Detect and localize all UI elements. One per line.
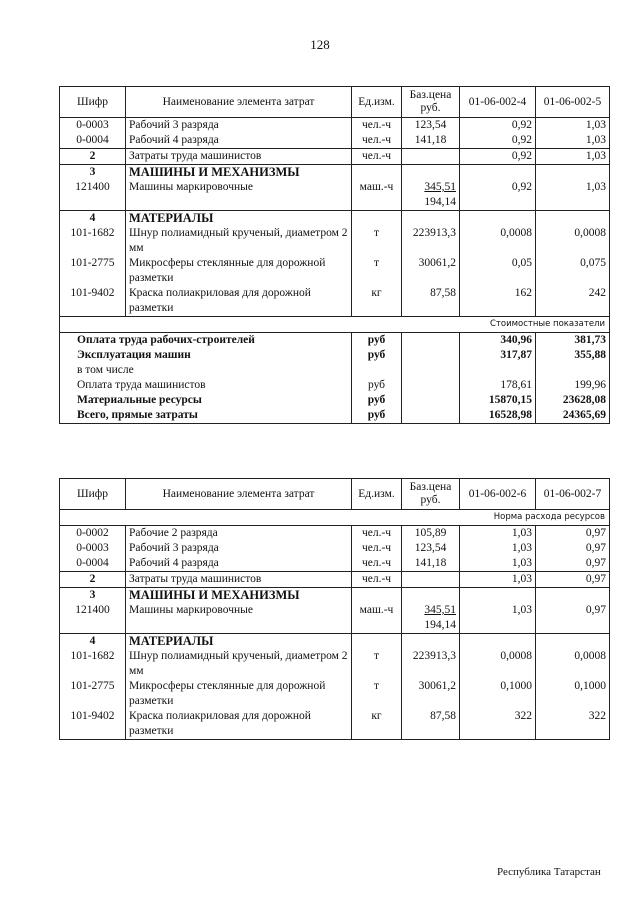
cell-value-b: 0,97 xyxy=(536,556,610,572)
summary-row-total xyxy=(60,408,610,424)
summary-row xyxy=(60,378,610,393)
cell-unit: т xyxy=(352,226,402,256)
cost-indicators-note-row xyxy=(60,317,610,333)
section-code: 4 xyxy=(60,634,126,650)
table-row xyxy=(60,709,610,740)
summary-label: Оплата труда рабочих-строителей xyxy=(60,333,352,349)
cell-name: Рабочий 3 разряда xyxy=(126,118,352,134)
cell-value-b: 1,03 xyxy=(536,180,610,211)
cell-price: 30061,2 xyxy=(402,679,460,709)
cell-unit: чел.-ч xyxy=(352,133,402,149)
cell-price xyxy=(402,603,460,634)
cell-value-b: 0,97 xyxy=(536,541,610,556)
cell-name: Затраты труда машинистов xyxy=(126,572,352,588)
cell-value-b: 0,1000 xyxy=(536,679,610,709)
cell-value-b: 1,03 xyxy=(536,118,610,134)
cell-name: Краска полиакриловая для дорожной разметки xyxy=(126,286,352,317)
cell-value-b: 0,97 xyxy=(536,603,610,634)
cell-value-a: 1,03 xyxy=(460,572,536,588)
cell-unit: т xyxy=(352,679,402,709)
cell-name: Рабочий 4 разряда xyxy=(126,133,352,149)
cell-price: 223913,3 xyxy=(402,649,460,679)
cell-unit: т xyxy=(352,649,402,679)
summary-unit: руб xyxy=(352,408,402,424)
summary-value-a: 317,87 xyxy=(460,348,536,363)
cell-code: 101-1682 xyxy=(60,226,126,256)
cell-value-b: 1,03 xyxy=(536,149,610,165)
summary-unit: руб xyxy=(352,378,402,393)
table-header-row xyxy=(60,479,610,510)
cell-price xyxy=(402,572,460,588)
section-row-machines xyxy=(60,165,610,181)
header-unit: Ед.изм. xyxy=(352,87,402,118)
table-row xyxy=(60,180,610,211)
header-price: Баз.цена руб. xyxy=(402,87,460,118)
section-title: МАШИНЫ И МЕХАНИЗМЫ xyxy=(126,165,352,181)
table-row xyxy=(60,541,610,556)
cell-name: Рабочие 2 разряда xyxy=(126,526,352,542)
section-row-machines xyxy=(60,588,610,604)
table-row xyxy=(60,649,610,679)
page-number: 128 xyxy=(310,37,330,52)
cell-price: 123,54 xyxy=(402,541,460,556)
header-col-b: 01-06-002-7 xyxy=(536,479,610,510)
table-header-row xyxy=(60,87,610,118)
cell-name: Микросферы стеклянные для дорожной разметки xyxy=(126,679,352,709)
cell-unit: чел.-ч xyxy=(352,149,402,165)
summary-value-b: 381,73 xyxy=(536,333,610,349)
table-row-operators xyxy=(60,572,610,588)
summary-row xyxy=(60,363,610,378)
cell-value-b: 322 xyxy=(536,709,610,740)
cell-unit: чел.-ч xyxy=(352,526,402,542)
summary-value-b: 24365,69 xyxy=(536,408,610,424)
cell-code: 0-0004 xyxy=(60,556,126,572)
summary-label: Материальные ресурсы xyxy=(60,393,352,408)
summary-label: в том числе xyxy=(60,363,352,378)
cell-code: 121400 xyxy=(60,180,126,211)
cell-code: 101-9402 xyxy=(60,286,126,317)
cell-value-a: 0,0008 xyxy=(460,226,536,256)
cell-value-a: 0,1000 xyxy=(460,679,536,709)
cell-name: Краска полиакриловая для дорожной разметки xyxy=(126,709,352,740)
table-row xyxy=(60,286,610,317)
cell-unit: т xyxy=(352,256,402,286)
section-row-materials xyxy=(60,634,610,650)
cell-value-b: 0,97 xyxy=(536,526,610,542)
cell-name: Микросферы стеклянные для дорожной разметки xyxy=(126,256,352,286)
cell-code: 101-9402 xyxy=(60,709,126,740)
section-code: 3 xyxy=(60,165,126,181)
price-bottom: 194,14 xyxy=(424,619,456,631)
summary-value-b: 23628,08 xyxy=(536,393,610,408)
table-row xyxy=(60,679,610,709)
section-code: 3 xyxy=(60,588,126,604)
cell-price: 223913,3 xyxy=(402,226,460,256)
cell-value-a: 1,03 xyxy=(460,556,536,572)
cell-unit: чел.-ч xyxy=(352,541,402,556)
summary-unit: руб xyxy=(352,393,402,408)
header-code: Шифр xyxy=(60,479,126,510)
header-name: Наименование элемента затрат xyxy=(126,87,352,118)
summary-unit xyxy=(352,363,402,378)
cell-code: 0-0002 xyxy=(60,526,126,542)
cell-unit: кг xyxy=(352,286,402,317)
summary-label: Эксплуатация машин xyxy=(60,348,352,363)
cell-unit: маш.-ч xyxy=(352,180,402,211)
norm-note: Норма расхода ресурсов xyxy=(60,510,610,526)
cell-name: Машины маркировочные xyxy=(126,603,352,634)
header-col-a: 01-06-002-4 xyxy=(460,87,536,118)
summary-value-a: 178,61 xyxy=(460,378,536,393)
summary-value-b: 199,96 xyxy=(536,378,610,393)
price-top: 345,51 xyxy=(424,604,456,616)
summary-row xyxy=(60,348,610,363)
summary-unit: руб xyxy=(352,333,402,349)
cell-value-b: 0,0008 xyxy=(536,649,610,679)
cell-code: 0-0003 xyxy=(60,118,126,134)
summary-unit: руб xyxy=(352,348,402,363)
cell-value-a: 0,92 xyxy=(460,118,536,134)
cell-value-b: 0,0008 xyxy=(536,226,610,256)
header-col-a: 01-06-002-6 xyxy=(460,479,536,510)
cell-price: 30061,2 xyxy=(402,256,460,286)
section-row-materials xyxy=(60,211,610,227)
cell-value-b: 1,03 xyxy=(536,133,610,149)
cell-price: 87,58 xyxy=(402,286,460,317)
cell-code: 0-0004 xyxy=(60,133,126,149)
cell-price: 87,58 xyxy=(402,709,460,740)
cell-unit: чел.-ч xyxy=(352,556,402,572)
section-code: 4 xyxy=(60,211,126,227)
price-top: 345,51 xyxy=(424,181,456,193)
resource-table-2 xyxy=(59,478,610,740)
summary-value-a xyxy=(460,363,536,378)
cell-price: 141,18 xyxy=(402,556,460,572)
table-row xyxy=(60,226,610,256)
cell-value-b: 0,97 xyxy=(536,572,610,588)
table-row xyxy=(60,256,610,286)
header-price: Баз.цена руб. xyxy=(402,479,460,510)
cell-value-a: 0,92 xyxy=(460,133,536,149)
cell-name: Затраты труда машинистов xyxy=(126,149,352,165)
norm-note-row xyxy=(60,510,610,526)
summary-value-a: 340,96 xyxy=(460,333,536,349)
cell-code: 101-1682 xyxy=(60,649,126,679)
cell-value-a: 0,92 xyxy=(460,180,536,211)
summary-label: Оплата труда машинистов xyxy=(60,378,352,393)
cell-price xyxy=(402,149,460,165)
table-row xyxy=(60,526,610,542)
cell-price xyxy=(402,180,460,211)
cell-name: Рабочий 3 разряда xyxy=(126,541,352,556)
summary-value-a: 16528,98 xyxy=(460,408,536,424)
price-bottom: 194,14 xyxy=(424,196,456,208)
summary-value-a: 15870,15 xyxy=(460,393,536,408)
summary-row xyxy=(60,393,610,408)
table-row-operators xyxy=(60,149,610,165)
cell-name: Рабочий 4 разряда xyxy=(126,556,352,572)
cell-code: 101-2775 xyxy=(60,679,126,709)
cell-name: Шнур полиамидный крученый, диаметром 2 мм xyxy=(126,649,352,679)
cell-price: 141,18 xyxy=(402,133,460,149)
resource-table-1 xyxy=(59,86,610,424)
header-col-b: 01-06-002-5 xyxy=(536,87,610,118)
cell-unit: чел.-ч xyxy=(352,572,402,588)
cell-name: Шнур полиамидный крученый, диаметром 2 мм xyxy=(126,226,352,256)
header-code: Шифр xyxy=(60,87,126,118)
cell-code: 2 xyxy=(60,572,126,588)
summary-label: Всего, прямые затраты xyxy=(60,408,352,424)
section-title: МАТЕРИАЛЫ xyxy=(126,634,352,650)
cell-unit: маш.-ч xyxy=(352,603,402,634)
cell-unit: чел.-ч xyxy=(352,118,402,134)
cell-value-a: 1,03 xyxy=(460,603,536,634)
cell-value-a: 0,92 xyxy=(460,149,536,165)
cell-value-a: 0,05 xyxy=(460,256,536,286)
cost-indicators-note: Стоимостные показатели xyxy=(60,317,610,333)
header-name: Наименование элемента затрат xyxy=(126,479,352,510)
cell-code: 121400 xyxy=(60,603,126,634)
cell-unit: кг xyxy=(352,709,402,740)
summary-value-b: 355,88 xyxy=(536,348,610,363)
summary-value-b xyxy=(536,363,610,378)
footer-region: Республика Татарстан xyxy=(497,866,601,878)
table-row xyxy=(60,603,610,634)
cell-code: 2 xyxy=(60,149,126,165)
section-title: МАШИНЫ И МЕХАНИЗМЫ xyxy=(126,588,352,604)
cell-code: 0-0003 xyxy=(60,541,126,556)
cell-name: Машины маркировочные xyxy=(126,180,352,211)
cell-value-a: 162 xyxy=(460,286,536,317)
table-row xyxy=(60,556,610,572)
section-title: МАТЕРИАЛЫ xyxy=(126,211,352,227)
cell-value-a: 0,0008 xyxy=(460,649,536,679)
cell-price: 105,89 xyxy=(402,526,460,542)
cell-value-b: 0,075 xyxy=(536,256,610,286)
cell-value-a: 1,03 xyxy=(460,541,536,556)
table-row xyxy=(60,133,610,149)
cell-value-b: 242 xyxy=(536,286,610,317)
table-row xyxy=(60,118,610,134)
header-unit: Ед.изм. xyxy=(352,479,402,510)
cell-code: 101-2775 xyxy=(60,256,126,286)
cell-value-a: 1,03 xyxy=(460,526,536,542)
summary-row xyxy=(60,333,610,349)
cell-price: 123,54 xyxy=(402,118,460,134)
cell-value-a: 322 xyxy=(460,709,536,740)
